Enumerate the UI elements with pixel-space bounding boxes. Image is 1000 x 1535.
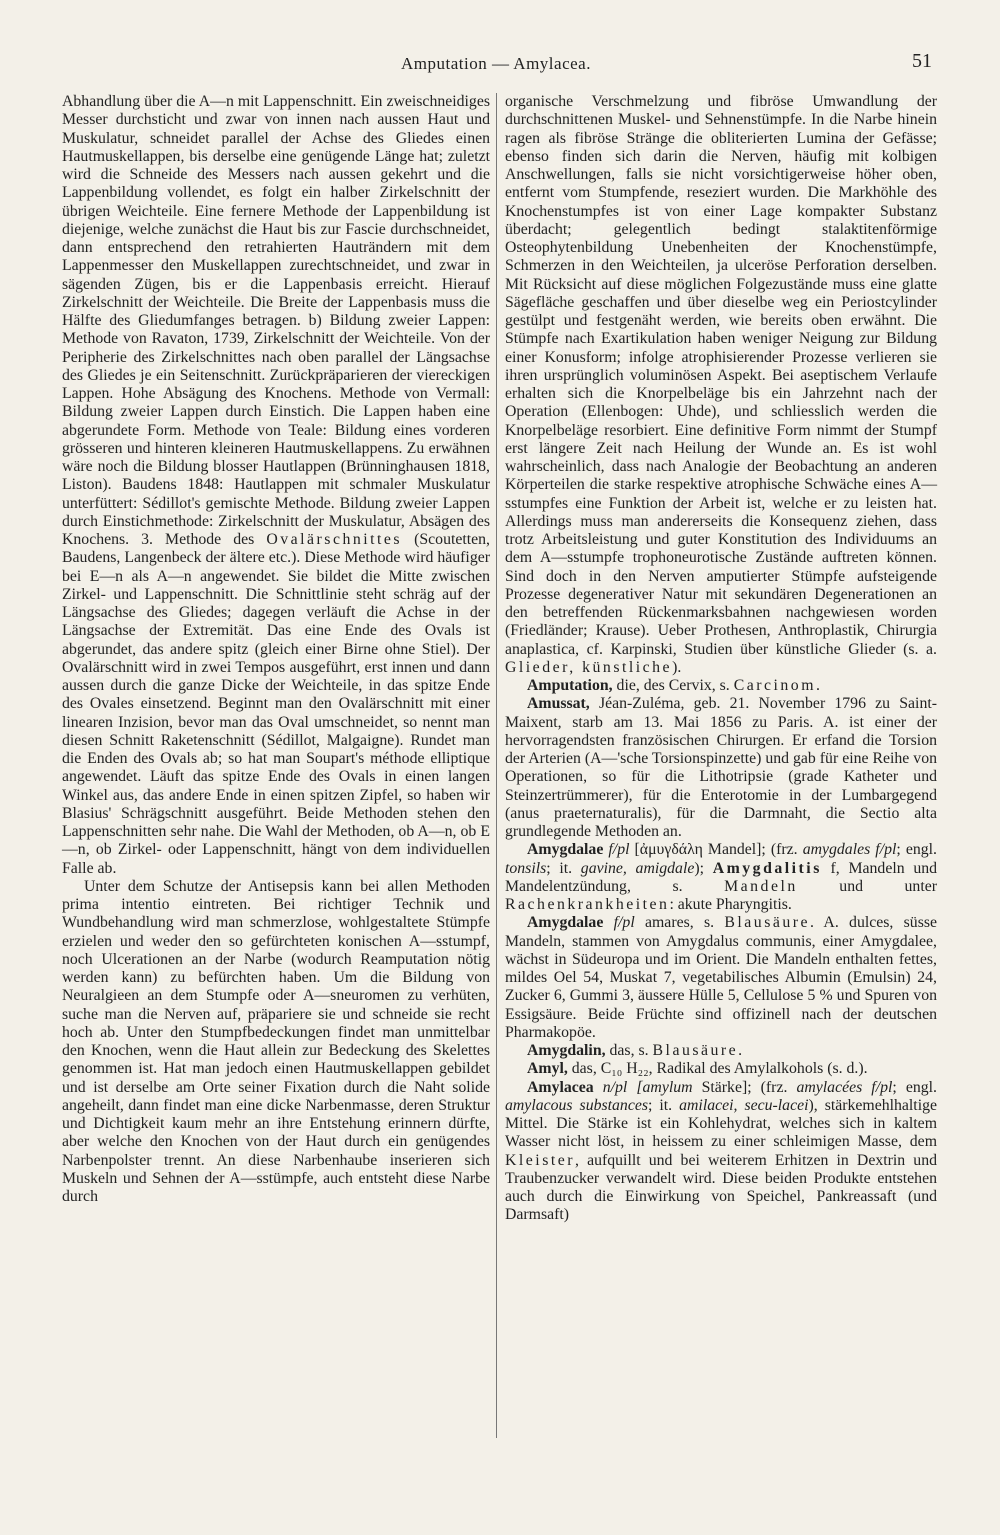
spaced-term: Blausäure: [724, 914, 811, 932]
column-divider: [496, 93, 497, 1438]
lemma: Amyl,: [527, 1060, 568, 1078]
lemma: Amputation,: [527, 677, 613, 694]
foreign-term: tonsils: [505, 859, 547, 877]
text-run: Abhandlung über die A—n mit Lappenschnitt. Ein zweischneidiges Messer durchsticht und zwar von innen nach aussen Haut und Muskulatur, schneidet parallel der Achse des Gliedes einen Hautmuskellappen, bis derselbe eine genügende Länge hat; zuletzt wird die Schneide des Messers nach aussen gekehrt und die Lappenbildung vollendet, es folgt ein halber Zirkelschnitt der übrigen Weichteile. Eine fernere Methode der Lappenbildung ist diejenige, welche zunächst die Haut bis zur Fascie durchschneidet, dann entsprechend den retrahierten Hauträndern mit dem Lappenmesser den Muskellappen zurechtschneidet, und zwar in sägenden Zügen, bis er die Lappenbasis erreicht. Hierauf Zirkelschnitt der Weichteile. Die Breite der Lappenbasis muss die Hälfte des Gliedumfanges betragen. b) Bildung zweier Lappen: Methode von Ravaton, 1739, Zirkelschnitt der Weichteile. Von der Peripherie des Zirkelschnittes nach oben parallel der Längsachse des Gliedes je ein Seitenschnitt. Zurückpräparieren der viereckigen Lappen. Hohe Absägung des Knochens. Methode von Vermall: Bildung zweier Lappen durch Einstich. Die Lappen haben eine abgerundete Form. Methode von Teale: Bildung eines vorderen grösseren und hinteren kleineren Hautmuskellappens. Zu erwähnen wäre noch die Bildung blosser Hautlappen (Brünninghausen 1818, Liston). Baudens 1848: Hautlappen mit schmaler Muskulatur unterfüttert: Sédillot's gemischte Methode. Bildung zweier Lappen durch Einstichmethode: Zirkelschnitt der Muskulatur, Absägen des Knochens. 3. Methode des: [62, 93, 490, 548]
text-run: [ἀμυγδάλη Mandel]; (frz.: [634, 841, 803, 859]
grammar-tag: f/pl: [603, 841, 635, 859]
entry-amussat: [505, 695, 937, 841]
entry-amylacea: [505, 1079, 937, 1225]
text-run: organische Verschmelzung und fibröse Umwandlung der durchschnittenen Muskel- und Sehnenstümpfe. In die Narbe hinein ragen als fibröse Stränge die obliterierten Lumina der Gefässe; ebenso finden sich darin die Nerven, häufig mit kolbigen Anschwellungen, falls sie nicht vorsichtigerweise höher oben, entfernt vom Stumpfende, reseziert wurden. Die Markhöhle des Knochenstumpfes ist von einer Lage kompakter Substanz überdacht; gelegentlich bedingt stalaktitenförmige Osteophytenbildung Unebenheiten der Knochenstümpfe, Schmerzen in den Weichteilen, ja ulceröse Perforation derselben. Mit Rücksicht auf diese möglichen Folgezustände muss eine glatte Sägefläche geschaffen und über dieselbe weg ein Periostcylinder gestülpt und festgenäht werden, wie bereits oben erwähnt. Die Stümpfe nach Exartikulation haben weniger Neigung zur Bildung einer Konusform; infolge atrophisierender Prozesse verlieren sie ihren ursprünglich voluminösen Aspekt. Bei aseptischem Verlaufe erhalten sich die Knorpelbeläge bis ein Jahrzehnt nach der Operation (Ellenbogen: Uhde), und schliesslich werden die Knorpelbeläge resorbiert. Eine definitive Form nimmt der Stumpf erst längere Zeit nach Heilung der Wunde an. Es ist wohl wahrscheinlich, dass nach Analogie der Beobachtung an anderen Körperteilen die starke respektive atrophische Schwäche eines A—sstumpfes eine Funktion der Arbeit ist, welche er zu leisten hat. Allerdings muss man andererseits die Konsequenz ziehen, dass trotz Arbeitsleistung und guter Konstitution des Individuums an dem A—sstumpfe trophoneurotische Zustände auftreten können. Sind doch in den Nerven amputierter Stümpfe aufsteigende Prozesse degenerativer Natur mit sekundären Degenerationen an den betreffenden Rückenmarksbahnen nachgewiesen worden (Friedländer; Krause). Ueber Prothesen, Anthroplastik, Chirurgia anaplastica, cf. Karpinski, Studien über künstliche Glieder (s. a.: [505, 93, 937, 658]
spaced-term: Glieder, künstliche: [505, 658, 673, 676]
text-run: amares, s.: [634, 914, 725, 932]
right-paragraph-1: [505, 93, 937, 677]
lemma: Amygdalae: [527, 914, 604, 932]
right-column: [505, 93, 937, 1225]
foreign-term: amylacées f/pl: [796, 1078, 893, 1096]
entry-amygdalae-1: [505, 841, 937, 914]
foreign-term: amylacous substances: [505, 1096, 649, 1114]
spaced-term: Blausäure.: [652, 1042, 745, 1059]
lemma: Amygdalae: [527, 841, 604, 859]
text-run: ).: [672, 658, 682, 676]
text-run: ; it.: [546, 859, 581, 877]
text-run: die, des Cervix, s.: [612, 677, 734, 694]
left-paragraph-2: Unter dem Schutze der Antisepsis kann bei allen Methoden prima intentio eintreten. Bei richtiger Technik und Wundbehandlung wird man schmerzlose, wohlgestaltete Stümpfe erzielen und weder den so gefürchteten konischen A—sstumpf, noch Ulcerationen an der Narbe (wodurch Reamputation nötig werden kann) zu befürchten haben. Um die Bildung von Neuralgieen an dem Stumpfe oder A—sneuromen zu verhüten, suche man die Nerven auf, präpariere sie und schneide sie recht hoch ab. Unter den Stumpfbedeckungen findet man unmittelbar den Knochen, wenn die Haut allein zur Bedeckung des Skelettes genommen ist. Hat man jedoch einen Hautmuskellappen gebildet und ist derselbe am Orte seiner Fixation durch die Naht solide angeheilt, dann findet man eine dicke Narbenmasse, deren Struktur und Dichtigkeit kaum mehr an ihre Entstehung erinnern dürfte, aber welche den Knochen von der Haut durch ein genügendes Narbenpolster trennt. An diese Narbenhaube inserieren sich Muskeln und Sehnen der A—sstümpfe, auch entsteht diese Narbe durch: [62, 877, 490, 1205]
spaced-term: Kleister: [505, 1151, 576, 1169]
running-title: Amputation — Amylacea.: [401, 54, 591, 73]
text-run: f, Mandeln und Mandelentzündung, s.: [505, 859, 938, 895]
spaced-term: Rachenkrankheiten: [505, 896, 670, 913]
entry-amygdalin: [505, 1042, 937, 1060]
entry-amyl: [505, 1060, 937, 1078]
spaced-term: Ovalärschnittes: [266, 531, 403, 548]
left-column: [62, 93, 490, 1206]
text-run: das, C₁₀ H₂₂, Radikal des Amylalkohols (s. d.).: [567, 1060, 868, 1078]
lemma: Amygdalitis: [712, 859, 822, 877]
text-run: : akute Pharyngitis.: [669, 896, 792, 913]
foreign-term: gavine, amigdale: [580, 859, 695, 877]
lemma: Amylacea: [527, 1078, 594, 1096]
foreign-term: amygdales f/pl: [802, 841, 897, 859]
text-run: ; engl.: [892, 1078, 937, 1096]
foreign-term: amilacei, secu-lacei: [679, 1096, 809, 1114]
text-run: ; engl.: [896, 841, 937, 859]
foreign-term: amylum: [642, 1078, 693, 1096]
text-run: Stärke]; (frz.: [692, 1078, 797, 1096]
spaced-term: Carcinom.: [733, 677, 823, 694]
text-run: ), stärkemehlhaltige Mittel. Die Stärke ist ein Kohlehydrat, welches sich in kaltem Wasser nicht löst, in heissem zu einer schleimigen Masse, dem: [505, 1096, 937, 1151]
text-run: (Scoutetten, Baudens, Langenbeck der ältere etc.). Diese Methode wird häufiger bei E—n als A—n angewendet. Sie bildet die Mitte zwischen Zirkel- und Lappenschnitt. Die Schnittlinie steht schräg auf der Längsachse des Gliedes; dagegen verläuft die Achse in der Längsachse der Extremität. Das eine Ende des Ovals ist abgerundet, das andere spitz (gleich einer Birne ohne Stiel). Der Ovalärschnitt wird in zwei Tempos ausgeführt, erst innen und dann aussen durch die ganze Dicke der Weichteile, in das spitze Ende des Ovales einsetzend. Beginnt man den Ovalärschnitt mit einer linearen Inzision, bevor man das Oval umschneidet, so nennt man diesen Schnitt Raketenschnitt (Sédillot, Malgaigne). Rundet man die Enden des Ovals ab; so hat man Soupart's méthode elliptique angewendet. Läuft das spitze Ende des Ovals in einen langen Winkel aus, das andere Ende in einen spitzen Zipfel, so haben wir Blasius' Schrägschnitt ausgeführt. Beide Methoden stehen den Lappenschnitten sehr nahe. Die Wahl der Methoden, ob A—n, ob E—n, ob Zirkel- oder Lappenschnitt, hängt von dem individuellen Falle ab.: [62, 531, 491, 877]
text-run: , aufquillt und bei weiterem Erhitzen in Dextrin und Traubenzucker verwandelt wird. Diese beiden Produkte entstehen auch durch die Einwirkung von Speichel, Pankreassaft (und Darmsaft): [505, 1151, 937, 1224]
lemma: Amygdalin,: [527, 1042, 606, 1059]
grammar-tag: n/pl [: [593, 1078, 643, 1096]
page-header: [60, 50, 932, 80]
text-run: das, s.: [605, 1042, 653, 1059]
entry-amputation: [505, 677, 937, 695]
grammar-tag: f/pl: [603, 914, 635, 932]
text-run: . A. dulces, süsse Mandeln, stammen von Amygdalus communis, einer Amygdalee, wächst in Südeuropa und im Orient. Die Mandeln enthalten fettes, mildes Oel 54, Muskat 7, vegetabilisches Albumin (Emulsin) 24, Zucker 6, Gummi 3, äussere Hülle 5, Cellulose 5 % und Spuren von Essigsäure. Beide Früchte sind offizinell nach der deutschen Pharmakopöe.: [505, 914, 938, 1041]
text-run: und unter: [797, 877, 937, 895]
spaced-term: Mandeln: [724, 877, 798, 895]
lemma: Amussat,: [527, 695, 590, 713]
entry-amygdalae-2: [505, 914, 937, 1042]
text-run: Jéan-Zuléma, geb. 21. November 1796 zu Saint-Maixent, starb am 13. Mai 1856 zu Paris. A. ist einer der hervorragendsten französischen Chirurgen. Er erfand die Torsion der Arterien (A—'sche Torsionspinzette) und gab für eine Reihe von Operationen, so für die Lithotripsie (grade Katheter und Steinzertrümmerer), für die Enterotomie in der Lumbargegend (anus praeternaturalis), für die Darmnaht, die Sectio alta grundlegende Methoden an.: [505, 695, 937, 840]
text-run: );: [694, 859, 713, 877]
page-number: 51: [912, 50, 932, 72]
left-paragraph-1: [62, 93, 490, 878]
text-run: ; it.: [648, 1096, 680, 1114]
